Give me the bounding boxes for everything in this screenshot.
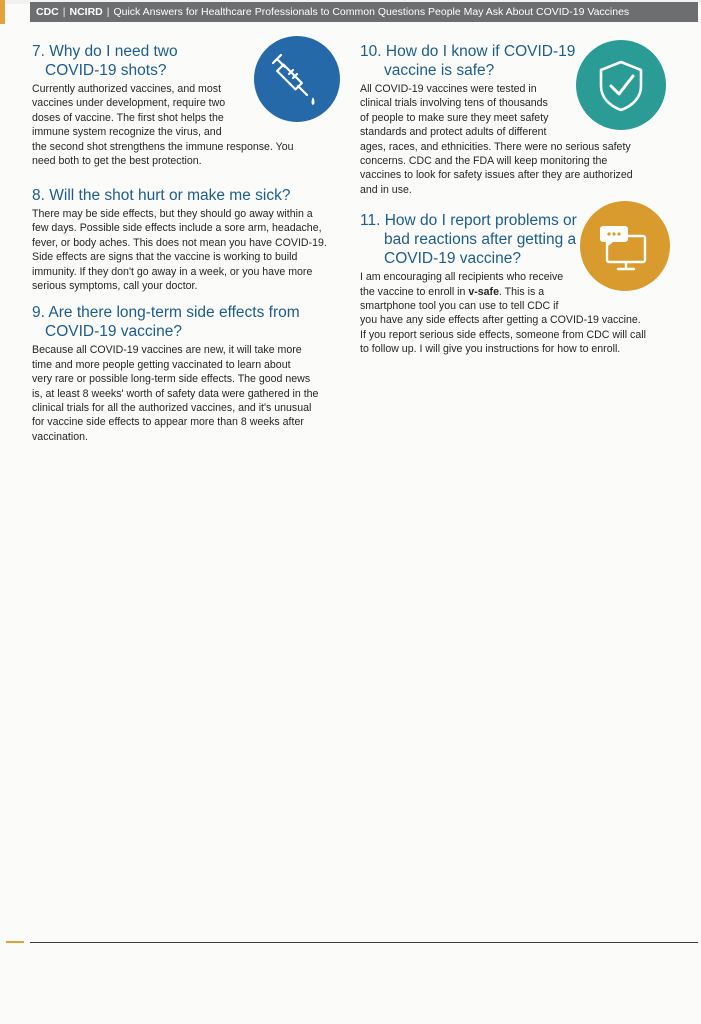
question-7-title: 7. Why do I need two COVID-19 shots? [32, 43, 178, 79]
question-9 [32, 303, 344, 444]
computer-chat-icon [580, 201, 670, 291]
shield-check-icon [576, 40, 666, 130]
footer-accent [6, 941, 24, 943]
syringe-icon [254, 36, 340, 122]
v-safe-label: v-safe [468, 285, 499, 298]
question-7 [32, 42, 344, 176]
question-10-body: All COVID-19 vaccines were tested in clinical trials involving tens of thousands of people to make sure they meet safety standards and protect adults of different ages, races, and ethnicities. There were no serious safety concerns. CDC and the FDA will keep monitoring the vaccines to look for safety issues after they are authorized and in use. [360, 83, 633, 196]
question-8 [32, 186, 344, 293]
question-9-title: 9. Are there long-term side effects from COVID-19 vaccine? [32, 304, 300, 341]
question-11 [360, 211, 658, 356]
right-column [360, 42, 658, 367]
brand-ncird: NCIRD [69, 6, 103, 18]
header-bar [30, 2, 698, 22]
header-subtitle: Quick Answers for Healthcare Professionals to Common Questions People May Ask About COVID-19 Vaccines [113, 6, 630, 18]
question-9-body: Because all COVID-19 vaccines are new, it will take more time and more people getting vaccinated to learn about very rare or possible long-term side effects. The good news is, at least 8 weeks' worth of safety data were gathered in the clinical trials for all the authorized vaccines, and it's unusual for vaccine side effects to appear more than 8 weeks after vaccination. [32, 344, 319, 443]
question-7-body: Currently authorized vaccines, and most vaccines under development, require two doses of vaccine. The first shot helps the immune system recognize the virus, and the second shot strengthens the immune response. You need both to get the best protection. [32, 83, 294, 168]
header-separator-2: | [106, 6, 110, 18]
left-column [32, 42, 344, 454]
footer-rule [30, 942, 698, 943]
question-11-body: I am encouraging all recipients who receive the vaccine to enroll in v-safe. This is a smartphone tool you can use to tell CDC if you have any side effects after getting a COVID-19 vaccine. If you report serious side effects, someone from CDC will call to follow up. I will give you instructions for how to enroll. [360, 271, 646, 356]
question-10 [360, 42, 658, 197]
header-left-accent [0, 0, 5, 24]
question-8-body: There may be side effects, but they should go away within a few days. Possible side effects include a sore arm, headache, fever, or body aches. This does not mean you have COVID-19. Side effects are signs that the vaccine is working to build immunity. If they don't go away in a week, or you have more serious symptoms, call your doctor. [32, 208, 327, 293]
brand-cdc: CDC [36, 6, 59, 18]
question-10-title: 10. How do I know if COVID-19 vaccine is safe? [360, 43, 576, 79]
header-separator: | [62, 6, 66, 18]
question-8-title: 8. Will the shot hurt or make me sick? [32, 187, 291, 204]
question-11-title: 11. How do I report problems or bad reactions after getting a COVID-19 vaccine? [360, 212, 577, 268]
